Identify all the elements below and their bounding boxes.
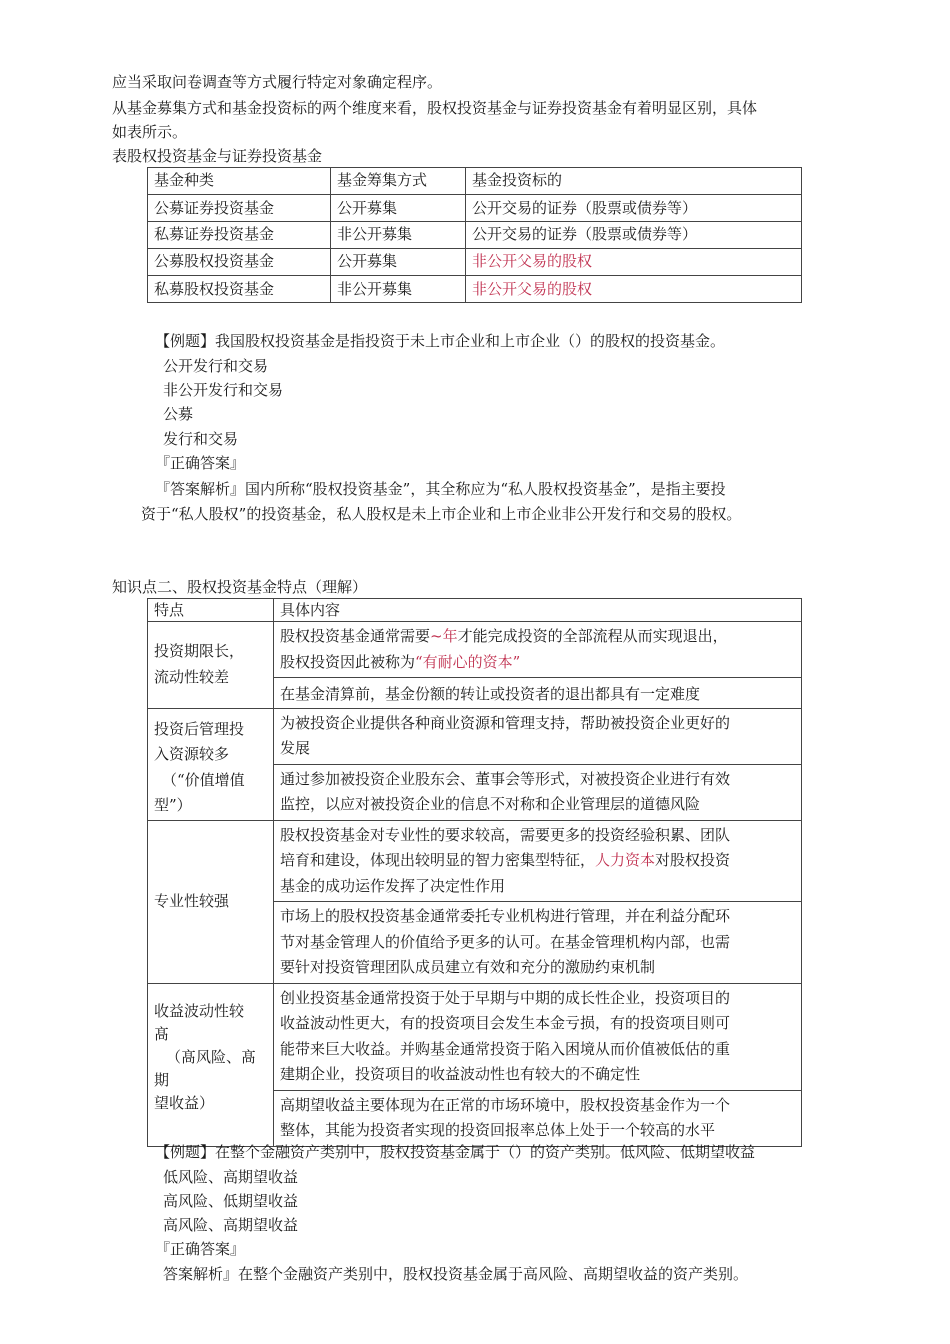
example-1-option: 公募: [163, 405, 194, 423]
feature-cell: [148, 983, 274, 1146]
example-2-answer-label: 『正确答案』: [155, 1240, 246, 1258]
example-2-option: 高风险、低期望收益: [163, 1192, 299, 1210]
feature-text: 投资后管理投: [154, 719, 245, 738]
content-cell: 在基金清算前，基金份额的转让或投资者的退出都具有一定难度: [274, 678, 802, 709]
feature-text: 入资源较多: [154, 745, 230, 763]
content-text: 市场上的股权投资基金通常委托专业机构进行管理，并在利益分配环: [280, 907, 731, 925]
example-2-option: 高风险、高期望收益: [163, 1216, 299, 1234]
table-header-cell: 基金种类: [148, 168, 331, 195]
table-header-cell: 基金筹集方式: [331, 168, 466, 195]
feature-text: 流动性较差: [154, 667, 230, 686]
content-text: 基金的成功运作发挥了决定性作用: [280, 876, 506, 895]
table-cell: 公开募集: [331, 249, 466, 276]
content-highlight: “有耐心的资本”: [415, 652, 521, 671]
section-2-title: 知识点二、股权投资基金特点（理解）: [112, 578, 368, 596]
table-cell: 公募证券投资基金: [148, 195, 331, 222]
feature-text: （“价值增值: [162, 770, 245, 789]
features-table: [147, 598, 802, 1147]
table-row: [148, 622, 802, 678]
content-cell: [274, 764, 802, 820]
intro-line-2: 从基金募集方式和基金投资标的两个维度来看，股权投资基金与证券投资基金有着明显区别，具体: [112, 99, 758, 117]
table-cell: 公开交易的证券（股票或债券等）: [466, 222, 802, 249]
feature-text: 投资期限长，: [154, 642, 245, 661]
feature-text: 期: [154, 1070, 170, 1089]
feature-cell: [148, 820, 274, 983]
table-header-cell: 具体内容: [274, 599, 802, 622]
intro-line-3: 如表所示。: [112, 123, 188, 141]
table-header-cell: 基金投资标的: [466, 168, 802, 195]
content-text: 能带来巨大收益。并购基金通常投资于陷入困境从而价值被低估的重: [280, 1039, 731, 1058]
feature-text: 望收益）: [154, 1093, 215, 1112]
content-cell: [274, 820, 802, 902]
content-text: 高期望收益主要体现为在正常的市场环境中，股权投资基金作为一个: [280, 1095, 731, 1114]
table-cell: 非公开父易的股权: [466, 249, 802, 276]
content-text: 建期企业，投资项目的收益波动性也有较大的不确定性: [280, 1065, 641, 1083]
feature-text: 专业性较强: [154, 891, 230, 910]
table-cell: 私募股权投资基金: [148, 276, 331, 303]
feature-text: 收益波动性较: [154, 1001, 245, 1020]
example-2-question: 【例题】在整个金融资产类别中，股权投资基金属于（）的资产类别。低风险、低期望收益: [155, 1143, 756, 1161]
table-header-row: [148, 168, 802, 195]
table-cell: 公开交易的证券（股票或债券等）: [466, 195, 802, 222]
fund-comparison-table: [147, 167, 802, 303]
table-header-cell: 特点: [148, 599, 274, 622]
content-text: 通过参加被投资企业股东会、董事会等形式，对被投资企业进行有效: [280, 769, 731, 788]
table-row: [148, 820, 802, 902]
feature-text: （髙风险、髙: [166, 1047, 257, 1066]
content-cell: [274, 1090, 802, 1146]
content-text: 股权投资基金通常需要: [280, 627, 431, 645]
table-cell: 私募证券投资基金: [148, 222, 331, 249]
content-text: 培育和建设，体现出较明显的智力密集型特征，: [280, 851, 596, 869]
table-row: [148, 222, 802, 249]
table-row: [148, 983, 802, 1090]
example-2-option: 低风险、高期望收益: [163, 1168, 299, 1186]
table-header-row: [148, 599, 802, 622]
content-cell: [274, 708, 802, 764]
content-text: 股权投资因此被称为: [280, 652, 416, 671]
feature-text: 型”）: [154, 796, 192, 814]
feature-cell: [148, 622, 274, 709]
table-cell: 非公开募集: [331, 276, 466, 303]
example-1-answer-label: 『正确答案』: [155, 454, 246, 472]
example-1-option: 非公开发行和交易: [163, 381, 284, 399]
example-2-analysis: 答案解析』在整个金融资产类别中，股权投资基金属于高风险、高期望收益的资产类别。: [163, 1265, 749, 1283]
content-text: 整体，其能为投资者实现的投资回报率总体上处于一个较高的水平: [280, 1121, 716, 1139]
table-caption: 表股权投资基金与证券投资基金: [112, 147, 323, 165]
example-1-option: 发行和交易: [163, 430, 239, 448]
table-cell: 公募股权投资基金: [148, 249, 331, 276]
intro-line-1: 应当采取问卷调查等方式履行特定对象确定程序。: [112, 73, 443, 91]
content-cell: [274, 622, 802, 678]
content-text: 监控，以应对被投资企业的信息不对称和企业管理层的道德风险: [280, 795, 701, 813]
content-text: 节对基金管理人的价值给予更多的认可。在基金管理机构内部，也需: [280, 932, 731, 951]
content-highlight: 人力资本: [595, 851, 656, 869]
example-1-question: 【例题】我国股权投资基金是指投资于未上市企业和上市企业（）的股权的投资基金。: [155, 332, 726, 350]
example-1-option: 公开发行和交易: [163, 357, 269, 375]
content-text: 才能完成投资的全部流程从而实现退出，: [457, 627, 728, 645]
content-text: 为被投资企业提供各种商业资源和管理支持，帮助被投资企业更好的: [280, 713, 731, 732]
feature-text: 髙: [154, 1024, 170, 1043]
table-row: [148, 276, 802, 303]
content-text: 创业投资基金通常投资于处于早期与中期的成长性企业，投资项目的: [280, 988, 731, 1007]
table-row: [148, 195, 802, 222]
example-1-analysis: 『答案解析』国内所称“股权投资基金”，其全称应为“私人股权投资基金”，是指主要投: [155, 480, 726, 498]
example-1-analysis: 资于“私人股权”的投资基金，私人股权是未上市企业和上市企业非公开发行和交易的股权。: [141, 505, 742, 523]
content-text: 对股权投资: [655, 851, 731, 869]
table-cell: 非公开父易的股权: [466, 276, 802, 303]
content-text: 要针对投资管理团队成员建立有效和充分的激励约束机制: [280, 958, 656, 976]
table-cell: 公开募集: [331, 195, 466, 222]
content-text: 发展: [280, 739, 311, 757]
content-text: 收益波动性更大，有的投资项目会发生本金亏损，有的投资项目则可: [280, 1014, 731, 1032]
content-cell: [274, 902, 802, 984]
table-row: [148, 708, 802, 764]
table-row: [148, 249, 802, 276]
feature-cell: [148, 708, 274, 820]
content-highlight: ~年: [430, 627, 458, 645]
table-cell: 非公开募集: [331, 222, 466, 249]
content-cell: [274, 983, 802, 1090]
content-text: 股权投资基金对专业性的要求较高，需要更多的投资经验积累、团队: [280, 825, 731, 844]
